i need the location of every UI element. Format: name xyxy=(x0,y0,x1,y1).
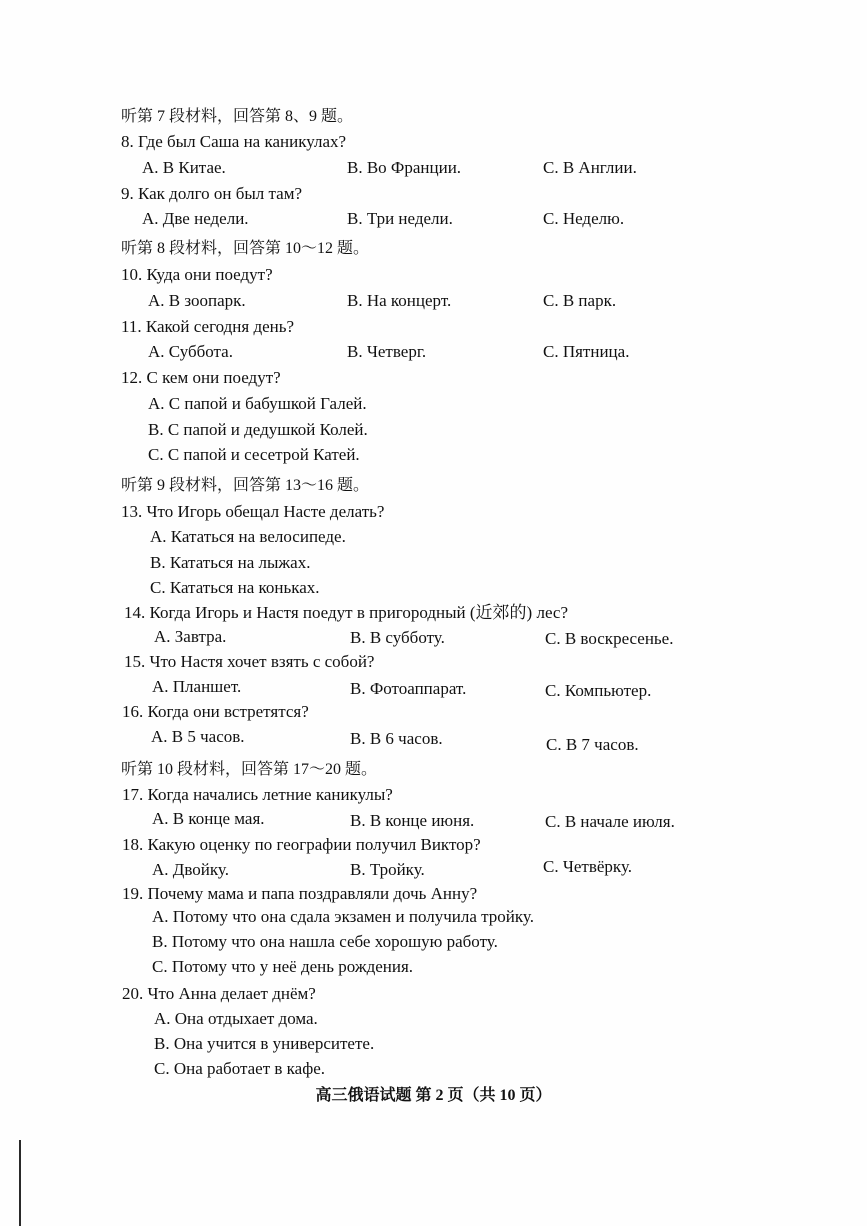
question-text: 15. Что Настя хочет взять с собой? xyxy=(124,652,375,671)
question-text: 13. Что Игорь обещал Насте делать? xyxy=(121,502,385,521)
section-header: 听第 9 段材料，回答第 13～16 题。 xyxy=(121,477,370,494)
option-c: C. Четвёрку. xyxy=(543,857,633,876)
option-c: C. В воскресенье. xyxy=(545,629,674,648)
option-a: A. Планшет. xyxy=(152,677,242,696)
option-c: C. Неделю. xyxy=(543,209,625,228)
question-text: 18. Какую оценку по географии получил Виктор? xyxy=(122,835,481,854)
option-a: A. Завтра. xyxy=(154,627,227,646)
option-c: C. В начале июля. xyxy=(545,812,675,831)
option-a: A. В конце мая. xyxy=(152,809,265,828)
option-a: A. Двойку. xyxy=(152,860,229,879)
section-header: 听第 8 段材料，回答第 10～12 题。 xyxy=(121,240,370,257)
option-a: A. В зоопарк. xyxy=(148,291,246,310)
option-a: A. С папой и бабушкой Галей. xyxy=(148,394,367,413)
option-c: C. Она работает в кафе. xyxy=(154,1059,326,1078)
option-b: B. Кататься на лыжах. xyxy=(150,553,311,572)
option-c: C. С папой и сесетрой Катей. xyxy=(148,445,360,464)
question-text: 8. Где был Саша на каникулах? xyxy=(121,132,347,151)
option-a: A. Она отдыхает дома. xyxy=(154,1009,318,1028)
option-b: B. С папой и дедушкой Колей. xyxy=(148,420,368,439)
question-text: 17. Когда начались летние каникулы? xyxy=(122,785,393,804)
question-text: 20. Что Анна делает днём? xyxy=(122,984,316,1003)
question-text: 10. Куда они поедут? xyxy=(121,265,273,284)
question-text: 14. Когда Игорь и Настя поедут в пригородный (近郊的) лес? xyxy=(124,603,569,622)
option-b: B. Потому что она нашла себе хорошую работу. xyxy=(152,932,498,951)
question-text: 12. С кем они поедут? xyxy=(121,368,281,387)
option-c: C. Пятница. xyxy=(543,342,630,361)
option-c: C. В Англии. xyxy=(543,158,637,177)
option-a: A. Кататься на велосипеде. xyxy=(150,527,346,546)
option-c: C. В парк. xyxy=(543,291,617,310)
option-a: A. Суббота. xyxy=(148,342,233,361)
question-text: 16. Когда они встретятся? xyxy=(122,702,309,721)
question-text: 19. Почему мама и папа поздравляли дочь Анну? xyxy=(122,884,478,903)
option-b: B. На концерт. xyxy=(347,291,452,310)
option-b: B. Три недели. xyxy=(347,209,453,228)
option-c: C. Компьютер. xyxy=(545,681,652,700)
option-b: B. В субботу. xyxy=(350,628,445,647)
option-c: C. Кататься на коньках. xyxy=(150,578,320,597)
option-b: B. Во Франции. xyxy=(347,158,462,177)
section-header: 听第 7 段材料，回答第 8、9 题。 xyxy=(121,108,354,125)
option-a: A. Потому что она сдала экзамен и получила тройку. xyxy=(152,907,534,926)
option-c: C. Потому что у неё день рождения. xyxy=(152,957,414,976)
option-b: B. Она учится в университете. xyxy=(154,1034,375,1053)
question-text: 11. Какой сегодня день? xyxy=(121,317,295,336)
option-b: B. В 6 часов. xyxy=(350,729,443,748)
option-a: A. Две недели. xyxy=(142,209,249,228)
question-text: 9. Как долго он был там? xyxy=(121,184,303,203)
section-header: 听第 10 段材料，回答第 17～20 题。 xyxy=(121,761,378,778)
option-b: B. В конце июня. xyxy=(350,811,475,830)
option-a: A. В Китае. xyxy=(142,158,226,177)
option-c: C. В 7 часов. xyxy=(546,735,639,754)
page-footer: 高三俄语试题 第 2 页（共 10 页） xyxy=(315,1087,552,1104)
option-b: B. Фотоаппарат. xyxy=(350,679,467,698)
option-a: A. В 5 часов. xyxy=(151,727,245,746)
option-b: B. Тройку. xyxy=(350,860,425,879)
option-b: B. Четверг. xyxy=(347,342,427,361)
